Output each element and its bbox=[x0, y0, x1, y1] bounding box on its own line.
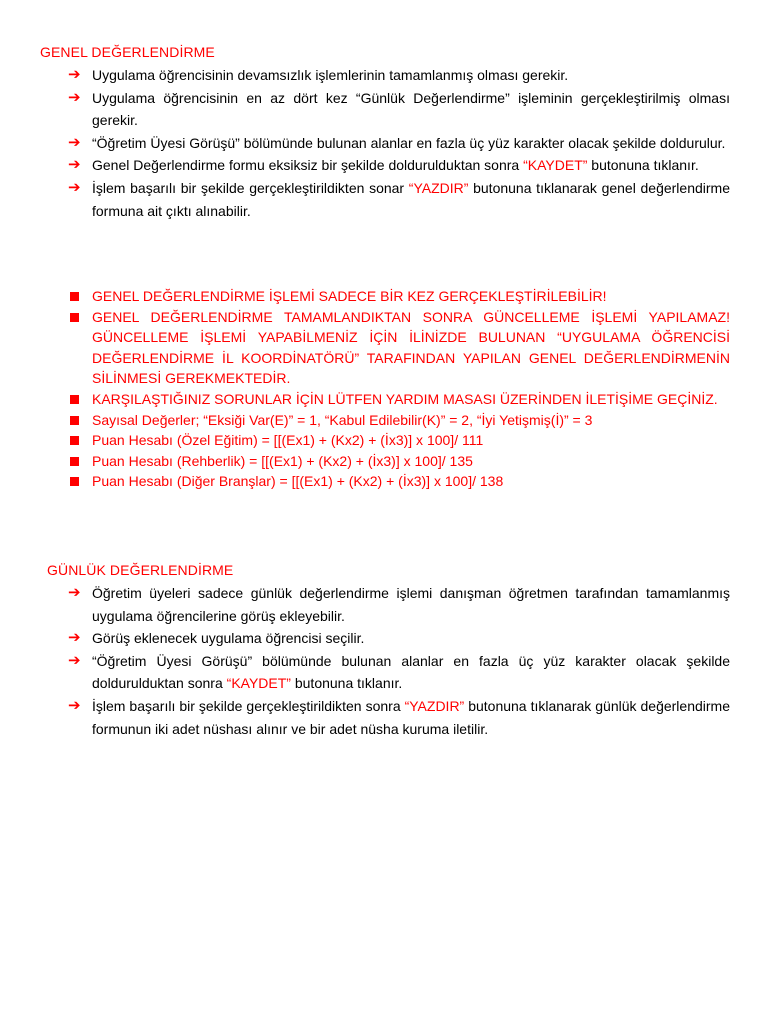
item-text: Uygulama öğrencisinin devamsızlık işlemlerinin tamamlanmış olması gerekir. bbox=[92, 67, 569, 83]
item-text: Uygulama öğrencisinin en az dört kez “Günlük Değerlendirme” işleminin gerçekleştirilmiş olması gerekir. bbox=[92, 89, 730, 129]
item-text-end: butonuna tıklanır. bbox=[290, 675, 403, 692]
square-bullet-icon bbox=[70, 477, 79, 486]
note-item bbox=[68, 410, 730, 431]
item-text: Genel Değerlendirme formu eksiksiz bir şekilde doldurulduktan sonra bbox=[92, 157, 524, 174]
list-item bbox=[68, 87, 730, 132]
item-text: Öğretim üyeleri sadece günlük değerlendirme işlemi danışman öğretmen tarafından tamamlanmış uygulama öğrencilerine görüş ekleyebilir. bbox=[92, 585, 730, 624]
note-text: Puan Hesabı (Özel Eğitim) = [[(Ex1) + (Kx2) + (İx3)] x 100]/ 111 bbox=[92, 432, 484, 449]
note-item bbox=[68, 307, 730, 389]
right-arrow-icon: ➔ bbox=[68, 651, 81, 669]
kaydet-highlight: “KAYDET” bbox=[523, 157, 588, 174]
note-text: Puan Hesabı (Rehberlik) = [[(Ex1) + (Kx2) + (İx3)] x 100]/ 135 bbox=[92, 452, 473, 469]
item-text: İşlem başarılı bir şekilde gerçekleştirildikten sonra bbox=[92, 697, 405, 714]
square-bullet-icon bbox=[70, 395, 79, 404]
list-item bbox=[68, 177, 730, 222]
right-arrow-icon: ➔ bbox=[68, 66, 81, 83]
square-bullet-icon bbox=[70, 292, 79, 301]
kaydet-highlight: “KAYDET” bbox=[226, 675, 291, 692]
note-item bbox=[68, 430, 730, 451]
note-text: KARŞILAŞTIĞINIZ SORUNLAR İÇİN LÜTFEN YARDIM MASASI ÜZERİNDEN İLETİŞİME GEÇİNİZ. bbox=[92, 390, 718, 407]
right-arrow-icon: ➔ bbox=[68, 156, 81, 174]
note-text: GENEL DEĞERLENDİRME İŞLEMİ SADECE BİR KEZ GERÇEKLEŞTİRİLEBİLİR! bbox=[92, 288, 607, 304]
yazdir-highlight: “YAZDIR” bbox=[408, 179, 469, 196]
note-item bbox=[68, 471, 730, 492]
item-text-end: butonuna tıklanarak genel değerlendirme formuna ait çıktı alınabilir. bbox=[92, 179, 731, 219]
item-text: İşlem başarılı bir şekilde gerçekleştirildikten sonar bbox=[92, 179, 409, 196]
list-item bbox=[68, 64, 730, 87]
item-text-end: butonuna tıklanır. bbox=[587, 157, 699, 174]
item-text: “Öğretim Üyesi Görüşü” bölümünde bulunan alanlar en fazla üç yüz karakter olacak şekilde doldurulduktan sonra bbox=[92, 652, 730, 692]
square-bullet-icon bbox=[70, 313, 79, 322]
notes-list bbox=[68, 286, 730, 492]
list-item bbox=[68, 627, 730, 650]
list-item bbox=[68, 582, 730, 627]
right-arrow-icon: ➔ bbox=[68, 88, 81, 106]
list-item bbox=[68, 650, 730, 695]
square-bullet-icon bbox=[70, 436, 79, 445]
right-arrow-icon: ➔ bbox=[68, 178, 81, 196]
note-item bbox=[68, 286, 730, 307]
list-item bbox=[68, 154, 730, 177]
item-text: “Öğretim Üyesi Görüşü” bölümünde bulunan alanlar en fazla üç yüz karakter olacak şekilde doldurulur. bbox=[92, 134, 726, 151]
right-arrow-icon: ➔ bbox=[68, 584, 81, 601]
right-arrow-icon: ➔ bbox=[68, 133, 81, 151]
genel-degerlendirme-heading: GENEL DEĞERLENDİRME bbox=[40, 44, 215, 60]
right-arrow-icon: ➔ bbox=[68, 696, 81, 714]
square-bullet-icon bbox=[70, 416, 79, 425]
genel-degerlendirme-list bbox=[68, 64, 730, 222]
yazdir-highlight: “YAZDIR” bbox=[404, 697, 465, 714]
list-item bbox=[68, 695, 730, 740]
note-text: Puan Hesabı (Diğer Branşlar) = [[(Ex1) + (Kx2) + (İx3)] x 100]/ 138 bbox=[92, 473, 504, 490]
list-item bbox=[68, 132, 730, 155]
gunluk-degerlendirme-heading: GÜNLÜK DEĞERLENDİRME bbox=[47, 562, 234, 578]
note-text: GENEL DEĞERLENDİRME TAMAMLANDIKTAN SONRA GÜNCELLEME İŞLEMİ YAPILAMAZ! GÜNCELLEME İŞLEMİ YAPABİLMENİZ İÇİN İLİNİZDE BULUNAN “UYGULAMA ÖĞRENCİSİ DEĞERLENDİRME İL KOORDİNATÖRÜ” TARAFINDAN YAPILAN GENEL DEĞERLENDİRMENİN SİLİNMESİ GEREKMEKTEDİR. bbox=[92, 308, 730, 387]
gunluk-degerlendirme-list bbox=[68, 582, 730, 740]
square-bullet-icon bbox=[70, 457, 79, 466]
right-arrow-icon: ➔ bbox=[68, 629, 81, 647]
note-text: Sayısal Değerler; “Eksiği Var(E)” = 1, “Kabul Edilebilir(K)” = 2, “İyi Yetişmiş(İ)” = 3 bbox=[92, 411, 593, 428]
item-text-end: butonuna tıklanarak günlük değerlendirme formunun iki adet nüshası alınır ve bir adet nüsha kuruma iletilir. bbox=[92, 697, 730, 737]
note-item bbox=[68, 389, 730, 410]
item-text: Görüş eklenecek uygulama öğrencisi seçilir. bbox=[92, 630, 365, 647]
note-item bbox=[68, 451, 730, 472]
